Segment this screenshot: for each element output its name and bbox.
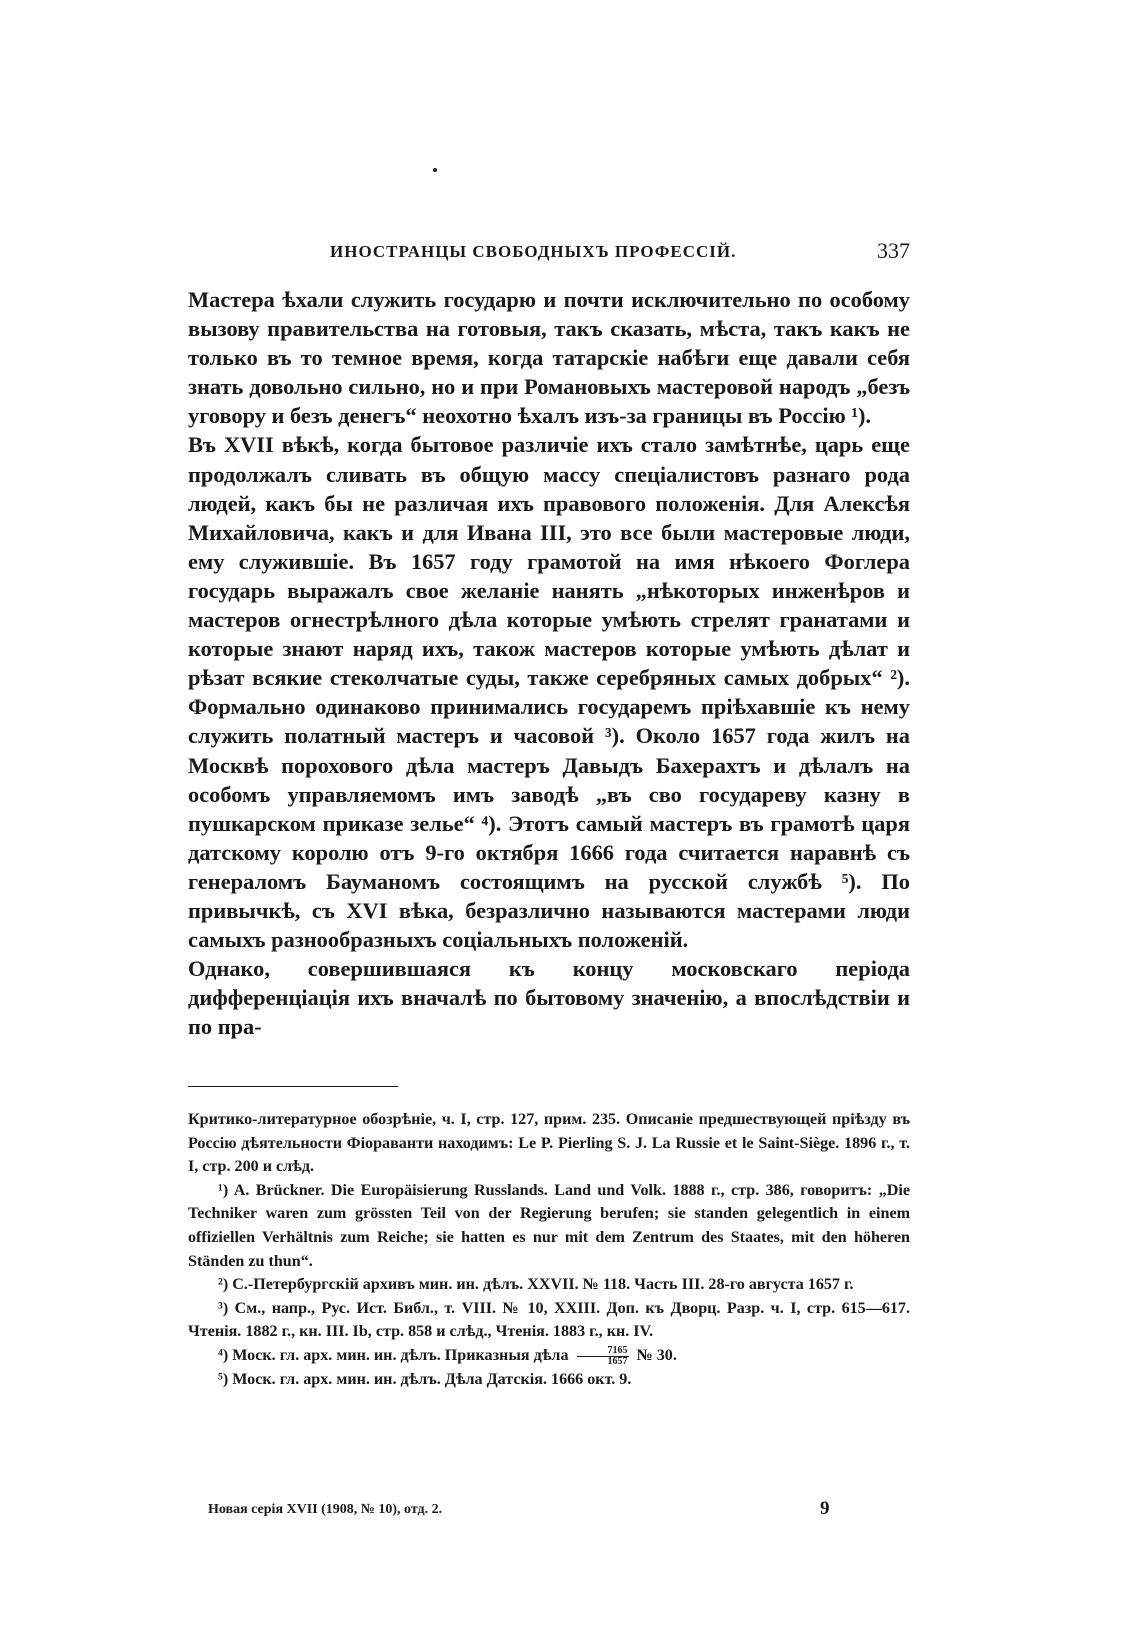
footnote-4-text: ⁴) Моск. гл. арх. мин. ин. дѣлъ. Приказныя дѣла [218, 1346, 569, 1364]
paragraph: Однако, совершившаяся къ концу московскаго періода дифференціація ихъ вначалѣ по бытовому значенію, а впослѣдствіи и по пра- [188, 956, 910, 1040]
sheet-mark: 9 [820, 1498, 830, 1519]
body-text [188, 285, 910, 1041]
footnote-continuation: Критико-литературное обозрѣніе, ч. I, стр. 127, прим. 235. Описаніе предшествующей пріѣзду въ Россію дѣятельности Фіораванти находимъ: Le P. Pierling S. J. La Russie et le Saint-Siège. 1896 г., т. I, стр. 200 и слѣд. [188, 1111, 910, 1176]
paragraph: Въ XVII вѣкѣ, когда бытовое различіе ихъ стало замѣтнѣе, царь еще продолжалъ сливать въ общую массу спеціалистовъ разнаго рода людей, какъ бы не различая ихъ правового положенія. Для Алексѣя Михайловича, какъ и для Ивана III, это все были мастеровые люди, ему служившіе. Въ 1657 году грамотой на имя нѣкоего Фоглера государь выражалъ свое желаніе нанять „нѣкоторых инженѣров и мастеров огнестрѣлного дѣла которые умѣють стрелят гранатами и которые знают наряд ихъ, також мастеров которые умѣють дѣлат и рѣзат всякие стеколчатые суды, также серебряных самых добрых“ ²). Формально одинаково принимались государемъ пріѣхавшіе къ нему служить полатный мастеръ и часовой ³). Около 1657 года жилъ на Москвѣ порохового дѣла мастеръ Давыдъ Бахерахтъ и дѣлалъ на особомъ управляемомъ имъ заводѣ „въ сво государеву казну в пушкарском приказе зелье“ ⁴). Этотъ самый мастеръ въ грамотѣ царя датскому королю отъ 9-го октября 1666 года считается наравнѣ съ генераломъ Бауманомъ состоящимъ на русской службѣ ⁵). По привычкѣ, съ XVI вѣка, безразлично называются мастерами люди самыхъ разнообразныхъ соціальныхъ положеній. [188, 432, 910, 953]
print-speck [433, 168, 437, 172]
footnote: ³) См., напр., Рус. Ист. Библ., т. VIII. № 10, XXIII. Доп. къ Дворц. Разр. ч. I, стр. 615—617. Чтенія. 1882 г., кн. III. Ib, стр. 858 и слѣд., Чтенія. 1883 г., кн. IV. [188, 1299, 910, 1341]
fraction-numerator: 7165 [577, 1346, 629, 1357]
issue-signature: Новая серія XVII (1908, № 10), отд. 2. [208, 1502, 443, 1517]
archive-fraction [577, 1346, 629, 1367]
footnote [188, 1344, 910, 1368]
page-footer [190, 1500, 910, 1524]
footnote-4-number: № 30. [636, 1346, 677, 1364]
footnote: ⁵) Моск. гл. арх. мин. ин. дѣлъ. Дѣла Датскія. 1666 окт. 9. [218, 1370, 632, 1388]
footnote: ²) С.-Петербургскій архивъ мин. ин. дѣлъ. XXVII. № 118. Часть III. 28-го августа 1657 г. [218, 1276, 854, 1294]
paragraph: Мастера ѣхали служить государю и почти исключительно по особому вызову правительства на готовыя, такъ сказать, мѣста, такъ какъ не только въ то темное время, когда татарскіе набѣги еще давали себя знать довольно сильно, но и при Романовыхъ мастеровой народъ „безъ уговору и безъ денегъ“ неохотно ѣхалъ изъ-за границы въ Россію ¹). [188, 287, 910, 429]
page-header [190, 240, 910, 270]
page-number: 337 [877, 238, 910, 263]
running-title: ИНОСТРАНЦЫ СВОБОДНЫХЪ ПРОФЕССІЙ. [330, 242, 737, 261]
footnotes [188, 1108, 910, 1391]
footnote-separator [188, 1086, 398, 1087]
footnote: ¹) A. Brückner. Die Europäisierung Russlands. Land und Volk. 1888 г., стр. 386, говоритъ: „Die Techniker waren zum grössten Teil von der Regierung berufen; sie standen gelegentlich in einem offiziellen Verhältnis zum Reiche; sie hatten es nur mit dem Zentrum des Staates, mit den höheren Ständen zu thun“. [188, 1181, 910, 1270]
fraction-denominator: 1657 [607, 1355, 628, 1367]
